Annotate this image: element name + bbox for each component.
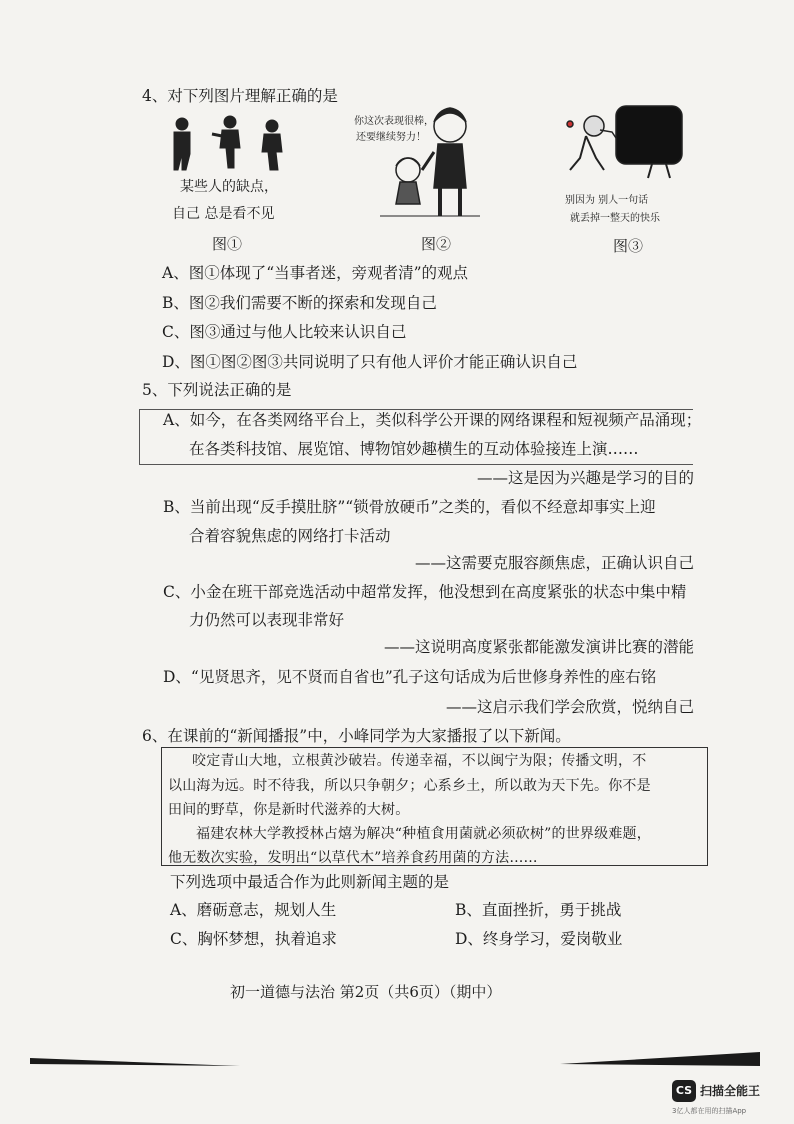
q5-stem: 5、下列说法正确的是 — [142, 381, 292, 399]
figure-3-label: 图③ — [613, 237, 644, 255]
q5-option-c-conclusion: ——这说明高度紧张都能激发演讲比赛的潜能 — [383, 638, 694, 656]
page-footer: 初一道德与法治 第2页（共6页）（期中） — [230, 983, 502, 1001]
q6-option-b: B、直面挫折，勇于挑战 — [455, 901, 622, 919]
figure-1-caption-line2: 自己 总是看不见 — [172, 206, 275, 222]
figure-1-label: 图① — [212, 235, 243, 253]
q6-option-c: C、胸怀梦想，执着追求 — [170, 930, 337, 948]
q6-question: 下列选项中最适合作为此则新闻主题的是 — [170, 873, 450, 891]
q6-news-line2: 以山海为远。时不待我，所以只争朝夕；心系乡土，所以敢为天下先。你不是 — [168, 778, 651, 794]
figure-3-caption-line1: 别因为 别人一句话 — [565, 195, 649, 206]
q6-option-a: A、磨砺意志，规划人生 — [170, 901, 337, 919]
q6-news-line3: 田间的野草，你是新时代滋养的大树。 — [168, 802, 410, 818]
camscanner-logo: CS — [672, 1080, 696, 1102]
q4-option-b: B、图②我们需要不断的探索和发现自己 — [162, 294, 437, 312]
q6-stem: 6、在课前的“新闻播报”中，小峰同学为大家播报了以下新闻。 — [142, 727, 571, 745]
q5-option-d-conclusion: ——这启示我们学会欣赏，悦纳自己 — [445, 698, 694, 716]
q6-news-line5: 他无数次实验，发明出“以草代木”培养食药用菌的方法…… — [168, 850, 538, 866]
scanner-watermark — [672, 1078, 788, 1118]
q5-option-b-line2: 合着容貌焦虑的网络打卡活动 — [189, 527, 391, 545]
figure-3-illustration — [556, 96, 692, 182]
figure-1-illustration — [160, 112, 300, 174]
q5-option-b-line1: B、当前出现“反手摸肚脐”“锁骨放硬币”之类的，看似不经意却事实上迎 — [163, 498, 656, 516]
q6-news-line1: 咬定青山大地，立根黄沙破岩。传递幸福，不以闽宁为限；传播文明，不 — [192, 753, 647, 769]
q4-option-d: D、图①图②图③共同说明了只有他人评价才能正确认识自己 — [162, 353, 578, 371]
q4-option-c: C、图③通过与他人比较来认识自己 — [162, 323, 407, 341]
q5-option-c-line2: 力仍然可以表现非常好 — [189, 611, 345, 629]
q6-option-d: D、终身学习，爱岗敬业 — [455, 930, 623, 948]
figure-2-bubble-line1: 你这次表现很棒， — [354, 116, 434, 127]
camscanner-tagline: 3亿人都在用的扫描App — [672, 1107, 747, 1115]
q5-option-d-line1: D、“见贤思齐，见不贤而自省也”孔子这句话成为后世修身养性的座右铭 — [163, 668, 657, 686]
q5-option-c-line1: C、小金在班干部竞选活动中超常发挥，他没想到在高度紧张的状态中集中精 — [163, 583, 687, 601]
q5-option-a-line1: A、如今，在各类网络平台上，类似科学公开课的网络课程和短视频产品涌现； — [163, 411, 702, 429]
q5-option-a-line2: 在各类科技馆、展览馆、博物馆妙趣横生的互动体验接连上演…… — [189, 440, 639, 458]
figure-2-label: 图② — [421, 235, 452, 253]
q4-stem: 4、对下列图片理解正确的是 — [142, 87, 338, 105]
figure-2-illustration — [370, 100, 490, 222]
q5-option-b-conclusion: ——这需要克服容颜焦虑，正确认识自己 — [414, 554, 694, 572]
scan-edge-shadow — [0, 1044, 794, 1074]
q5-option-a-conclusion: ——这是因为兴趣是学习的目的 — [476, 469, 694, 487]
q4-option-a: A、图①体现了“当事者迷，旁观者清”的观点 — [162, 264, 469, 282]
figure-2-bubble-line2: 还要继续努力！ — [356, 132, 426, 143]
figure-3-caption-line2: 就丢掉一整天的快乐 — [570, 213, 660, 224]
q6-news-line4: 福建农林大学教授林占熺为解决“种植食用菌就必须砍树”的世界级难题， — [196, 826, 651, 842]
figure-1-caption-line1: 某些人的缺点， — [180, 179, 278, 195]
camscanner-name: 扫描全能王 — [700, 1084, 761, 1098]
